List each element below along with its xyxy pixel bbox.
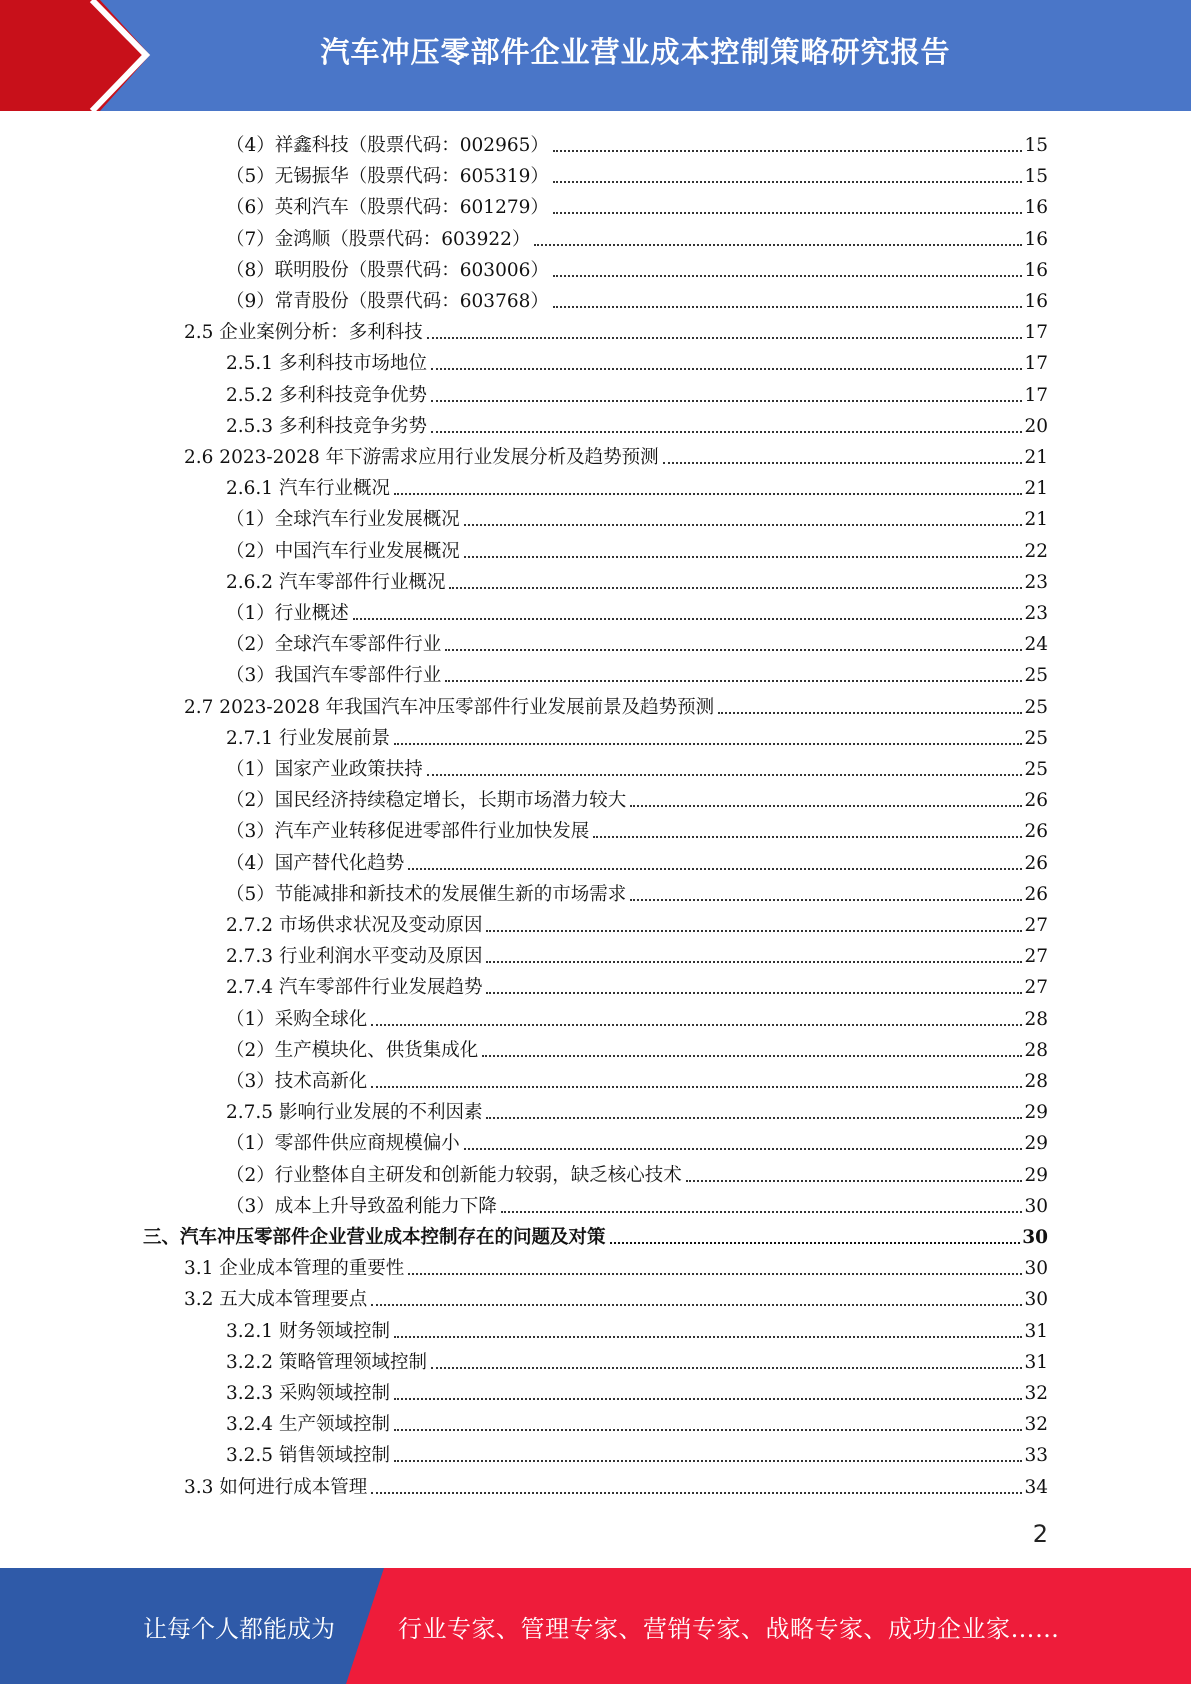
- toc-entry[interactable]: [226, 533, 1048, 564]
- toc-leader-dots: [371, 1304, 1022, 1306]
- toc-entry[interactable]: [226, 1406, 1048, 1437]
- toc-leader-dots: [534, 244, 1022, 246]
- toc-entry-page: 29: [1024, 1102, 1048, 1124]
- toc-entry-page: 27: [1024, 915, 1048, 936]
- toc-entry-title: （8）联明股份（股票代码：603006）: [226, 259, 549, 281]
- toc-entry[interactable]: [226, 408, 1048, 439]
- footer-slogan-left: 让每个人都能成为: [143, 1614, 335, 1643]
- toc-entry-page: 31: [1024, 1351, 1048, 1373]
- toc-entry[interactable]: [226, 564, 1048, 595]
- report-title: 汽车冲压零部件企业营业成本控制策略研究报告: [320, 34, 951, 69]
- toc-entry-page: 27: [1024, 977, 1048, 999]
- toc-entry[interactable]: [226, 283, 1048, 314]
- toc-entry-title: 2.5.2 多利科技竞争优势: [226, 384, 427, 406]
- toc-entry-page: 17: [1024, 384, 1048, 406]
- toc-entry-title: （6）英利汽车（股票代码：601279）: [226, 197, 549, 219]
- toc-entry-page: 26: [1024, 821, 1048, 843]
- toc-entry-title: （5）节能减排和新技术的发展催生新的市场需求: [226, 883, 627, 905]
- toc-leader-dots: [445, 680, 1022, 682]
- toc-leader-dots: [486, 930, 1022, 932]
- toc-entry-page: 32: [1024, 1414, 1048, 1436]
- toc-entry-page: 24: [1024, 634, 1048, 656]
- toc-entry[interactable]: [226, 845, 1048, 876]
- toc-entry-title: （9）常青股份（股票代码：603768）: [226, 291, 549, 312]
- toc-entry[interactable]: [226, 782, 1048, 813]
- toc-entry-page: 29: [1024, 1164, 1048, 1186]
- toc-entry-page: 16: [1024, 228, 1048, 250]
- toc-leader-dots: [431, 431, 1022, 433]
- toc-leader-dots: [431, 400, 1022, 402]
- toc-entry-page: 17: [1024, 322, 1048, 344]
- toc-entry-title: （2）行业整体自主研发和创新能力较弱，缺乏核心技术: [226, 1164, 682, 1186]
- toc-leader-dots: [464, 556, 1023, 558]
- toc-leader-dots: [553, 181, 1023, 183]
- toc-entry[interactable]: [226, 1437, 1048, 1468]
- toc-leader-dots: [371, 1492, 1022, 1494]
- toc-entry-title: 3.2.1 财务领域控制: [226, 1320, 390, 1342]
- toc-entry-title: （7）金鸿顺（股票代码：603922）: [226, 228, 531, 250]
- toc-entry-page: 26: [1024, 790, 1048, 812]
- toc-entry[interactable]: [226, 158, 1048, 189]
- toc-leader-dots: [371, 1024, 1022, 1026]
- toc-entry-title: 2.7.5 影响行业发展的不利因素: [226, 1102, 483, 1124]
- toc-entry-title: 3.2 五大成本管理要点: [184, 1289, 368, 1311]
- toc-leader-dots: [427, 774, 1023, 776]
- toc-leader-dots: [630, 899, 1022, 901]
- toc-entry-page: 21: [1024, 478, 1048, 500]
- toc-entry-page: 26: [1024, 852, 1048, 874]
- toc-entry[interactable]: [226, 501, 1048, 532]
- toc-entry-title: 2.7.1 行业发展前景: [226, 727, 390, 749]
- toc-entry-page: 25: [1024, 727, 1048, 749]
- toc-entry-page: 27: [1024, 946, 1048, 968]
- chevron-arrow-icon: [0, 0, 160, 111]
- toc-entry-title: （1）采购全球化: [226, 1008, 368, 1030]
- toc-leader-dots: [449, 587, 1022, 589]
- toc-leader-dots: [394, 1460, 1022, 1462]
- toc-leader-dots: [408, 1273, 1022, 1275]
- toc-entry[interactable]: [226, 1125, 1048, 1156]
- toc-entry-title: 3.2.4 生产领域控制: [226, 1414, 390, 1436]
- toc-entry-title: 3.3 如何进行成本管理: [184, 1476, 368, 1498]
- toc-entry-page: 25: [1024, 665, 1048, 687]
- toc-leader-dots: [486, 992, 1022, 994]
- toc-entry-title: 2.5 企业案例分析：多利科技: [184, 322, 423, 344]
- toc-leader-dots: [394, 493, 1022, 495]
- toc-entry[interactable]: [184, 314, 1048, 345]
- toc-leader-dots: [408, 868, 1022, 870]
- toc-entry-title: 2.7.4 汽车零部件行业发展趋势: [226, 977, 483, 999]
- toc-entry[interactable]: [226, 1032, 1048, 1063]
- toc-entry-page: 15: [1024, 135, 1048, 156]
- toc-entry-title: （1）国家产业政策扶持: [226, 759, 423, 780]
- toc-entry-title: （3）成本上升导致盈利能力下降: [226, 1195, 497, 1217]
- toc-entry-page: 30: [1024, 1258, 1048, 1280]
- toc-entry[interactable]: [226, 1188, 1048, 1219]
- toc-entry-page: 16: [1024, 259, 1048, 281]
- toc-entry[interactable]: [226, 751, 1048, 782]
- toc-entry-title: 3.2.3 采购领域控制: [226, 1383, 390, 1404]
- toc-entry[interactable]: [226, 1375, 1048, 1406]
- toc-entry[interactable]: [226, 221, 1048, 252]
- footer-slogan-right: 行业专家、管理专家、营销专家、战略专家、成功企业家……: [398, 1614, 1060, 1643]
- toc-entry[interactable]: [184, 1250, 1048, 1281]
- toc-entry-title: 3.2.5 销售领域控制: [226, 1445, 390, 1467]
- toc-leader-dots: [610, 1242, 1021, 1244]
- toc-entry-title: （1）零部件供应商规模偏小: [226, 1133, 460, 1155]
- toc-leader-dots: [630, 805, 1022, 807]
- toc-entry-title: （1）全球汽车行业发展概况: [226, 509, 460, 531]
- toc-entry-page: 21: [1024, 509, 1048, 531]
- toc-leader-dots: [445, 649, 1022, 651]
- toc-entry-title: 2.5.3 多利科技竞争劣势: [226, 415, 427, 437]
- toc-entry[interactable]: [143, 1219, 1048, 1250]
- toc-entry[interactable]: [184, 689, 1048, 720]
- toc-entry-title: （2）生产模块化、供货集成化: [226, 1039, 479, 1061]
- toc-entry-title: 3.1 企业成本管理的重要性: [184, 1258, 405, 1280]
- toc-entry[interactable]: [226, 720, 1048, 751]
- toc-leader-dots: [394, 743, 1022, 745]
- toc-entry[interactable]: [226, 626, 1048, 657]
- toc-entry-title: （3）汽车产业转移促进零部件行业加快发展: [226, 821, 590, 843]
- toc-entry-title: 三、汽车冲压零部件企业营业成本控制存在的问题及对策: [143, 1227, 606, 1248]
- toc-entry-title: 2.5.1 多利科技市场地位: [226, 353, 427, 375]
- toc-leader-dots: [371, 1086, 1022, 1088]
- toc-entry[interactable]: [226, 127, 1048, 158]
- toc-leader-dots: [553, 150, 1023, 152]
- toc-leader-dots: [431, 1367, 1022, 1369]
- toc-leader-dots: [501, 1211, 1023, 1213]
- toc-entry[interactable]: [226, 907, 1048, 938]
- toc-entry-page: 21: [1024, 447, 1048, 468]
- toc-leader-dots: [431, 368, 1022, 370]
- toc-entry-page: 23: [1024, 571, 1048, 593]
- toc-entry[interactable]: [226, 1063, 1048, 1094]
- toc-entry-page: 23: [1024, 603, 1048, 624]
- toc-entry-page: 30: [1022, 1227, 1048, 1248]
- toc-leader-dots: [553, 212, 1023, 214]
- toc-leader-dots: [593, 836, 1022, 838]
- page-header: [0, 0, 1191, 111]
- toc-entry-page: 20: [1024, 415, 1048, 437]
- toc-entry[interactable]: [226, 595, 1048, 626]
- toc-leader-dots: [486, 961, 1022, 963]
- toc-entry-title: 2.7 2023-2028 年我国汽车冲压零部件行业发展前景及趋势预测: [184, 696, 715, 718]
- toc-leader-dots: [486, 1117, 1022, 1119]
- toc-entry-page: 15: [1024, 166, 1048, 188]
- toc-entry-page: 16: [1024, 291, 1048, 312]
- toc-entry-page: 28: [1024, 1008, 1048, 1030]
- toc-entry[interactable]: [226, 1001, 1048, 1032]
- toc-entry[interactable]: [226, 876, 1048, 907]
- toc-entry-title: （4）祥鑫科技（股票代码：002965）: [226, 135, 549, 156]
- toc-entry[interactable]: [226, 377, 1048, 408]
- toc-entry-page: 25: [1024, 759, 1048, 780]
- toc-entry-page: 28: [1024, 1071, 1048, 1092]
- toc-entry-page: 26: [1024, 883, 1048, 905]
- toc-entry-page: 28: [1024, 1039, 1048, 1061]
- toc-entry-page: 29: [1024, 1133, 1048, 1155]
- toc-entry-title: 2.7.2 市场供求状况及变动原因: [226, 915, 483, 936]
- toc-entry-title: （5）无锡振华（股票代码：605319）: [226, 166, 549, 188]
- toc-entry-title: 2.6.1 汽车行业概况: [226, 478, 390, 500]
- toc-entry[interactable]: [226, 1313, 1048, 1344]
- toc-entry[interactable]: [184, 1469, 1048, 1500]
- toc-entry-title: （2）全球汽车零部件行业: [226, 634, 442, 656]
- toc-entry-title: （3）技术高新化: [226, 1071, 368, 1092]
- toc-entry-title: 3.2.2 策略管理领域控制: [226, 1351, 427, 1373]
- toc-entry-title: （3）我国汽车零部件行业: [226, 665, 442, 687]
- toc-leader-dots: [394, 1429, 1022, 1431]
- toc-entry-title: 2.7.3 行业利润水平变动及原因: [226, 946, 483, 968]
- toc-entry-page: 17: [1024, 353, 1048, 375]
- toc-entry[interactable]: [184, 1281, 1048, 1312]
- toc-leader-dots: [553, 275, 1023, 277]
- toc-entry[interactable]: [226, 813, 1048, 844]
- toc-leader-dots: [663, 462, 1023, 464]
- toc-entry[interactable]: [226, 969, 1048, 1000]
- toc-leader-dots: [394, 1336, 1022, 1338]
- toc-entry-title: （2）中国汽车行业发展概况: [226, 540, 460, 562]
- toc-entry-page: 31: [1024, 1320, 1048, 1342]
- toc-leader-dots: [464, 524, 1023, 526]
- toc-leader-dots: [394, 1398, 1022, 1400]
- toc-entry-page: 30: [1024, 1195, 1048, 1217]
- toc-entry[interactable]: [226, 938, 1048, 969]
- toc-entry-page: 30: [1024, 1289, 1048, 1311]
- page-footer: [0, 1568, 1191, 1684]
- toc-entry[interactable]: [226, 189, 1048, 220]
- toc-leader-dots: [353, 618, 1023, 620]
- toc-entry-page: 22: [1024, 540, 1048, 562]
- toc-entry[interactable]: [226, 252, 1048, 283]
- toc-leader-dots: [482, 1055, 1022, 1057]
- toc-leader-dots: [427, 337, 1023, 339]
- toc-entry-title: （1）行业概述: [226, 603, 349, 624]
- toc-entry[interactable]: [226, 1094, 1048, 1125]
- toc-entry-title: 2.6 2023-2028 年下游需求应用行业发展分析及趋势预测: [184, 447, 659, 468]
- toc-entry-page: 33: [1024, 1445, 1048, 1467]
- toc-entry[interactable]: [226, 345, 1048, 376]
- toc-entry[interactable]: [184, 439, 1048, 470]
- toc-entry-title: 2.6.2 汽车零部件行业概况: [226, 571, 446, 593]
- toc-leader-dots: [718, 712, 1022, 714]
- toc-leader-dots: [686, 1180, 1023, 1182]
- toc-entry[interactable]: [226, 1344, 1048, 1375]
- toc-entry-page: 16: [1024, 197, 1048, 219]
- toc-entry-page: 25: [1024, 696, 1048, 718]
- toc-entry[interactable]: [226, 1157, 1048, 1188]
- toc-entry-title: （2）国民经济持续稳定增长，长期市场潜力较大: [226, 790, 627, 812]
- toc-leader-dots: [464, 1148, 1023, 1150]
- toc-entry[interactable]: [226, 470, 1048, 501]
- toc-entry-page: 32: [1024, 1383, 1048, 1404]
- toc-entry-page: 34: [1024, 1476, 1048, 1498]
- toc-entry-title: （4）国产替代化趋势: [226, 852, 405, 874]
- toc-leader-dots: [553, 306, 1023, 308]
- toc-entry[interactable]: [226, 657, 1048, 688]
- page-number: 2: [1032, 1520, 1048, 1548]
